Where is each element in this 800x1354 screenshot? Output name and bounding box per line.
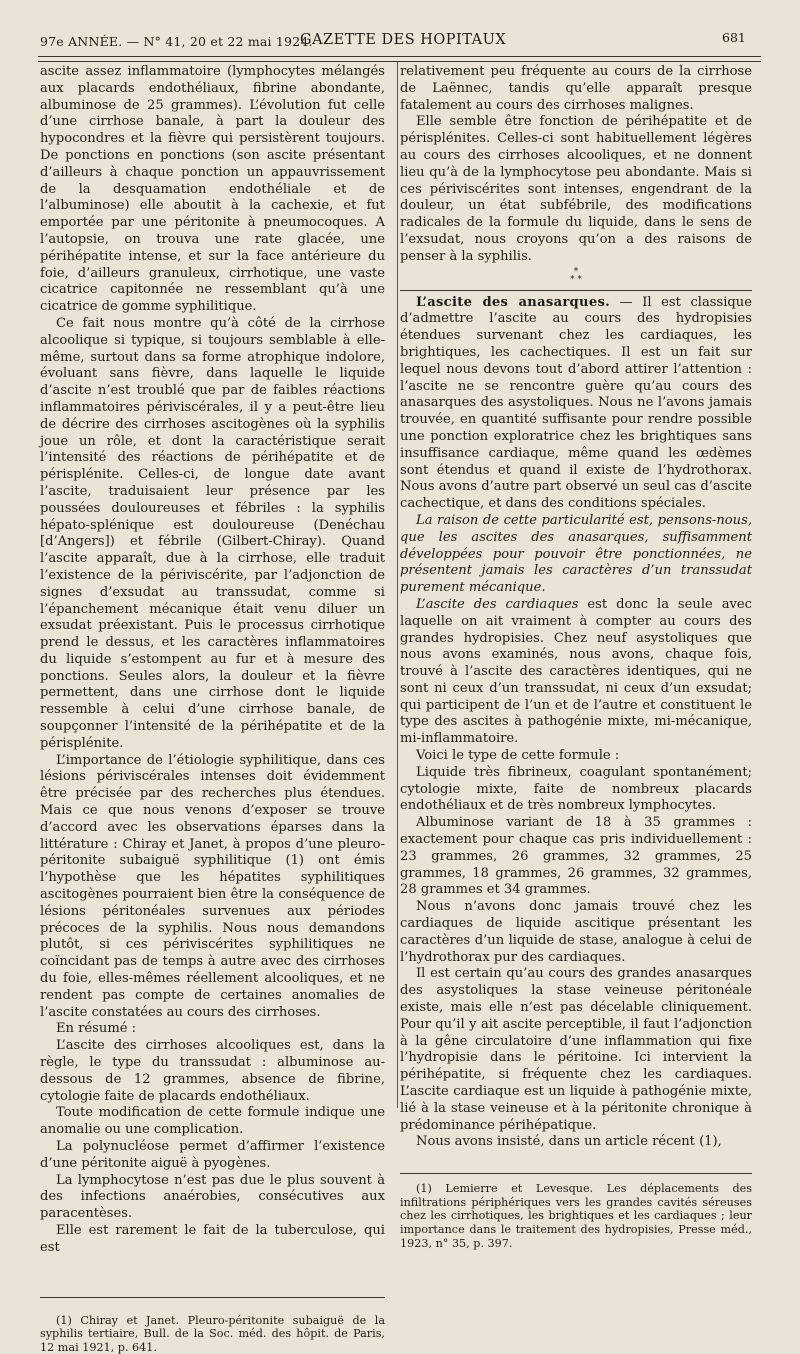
section-rule (400, 290, 752, 291)
paragraph: L’ascite des cirrhoses alcooliques est, dans la règle, le type du transsudat : albuminose au-dessous de 12 grammes, absence de fibrine, cytologie faite de placards endothéliaux. (40, 1038, 385, 1104)
paragraph: La lymphocytose n’est pas due le plus souvent à des infections anaérobies, consécutives aux paracentèses. (40, 1172, 385, 1222)
paragraph: Nous n’avons donc jamais trouvé chez les cardiaques de liquide ascitique présentant les caractères d’un liquide de stase, analogue à celui de l’hydrothorax pur des cardiaques. (400, 899, 752, 965)
journal-title: GAZETTE DES HOPITAUX (300, 32, 507, 48)
footnote-rule (40, 1297, 385, 1298)
page-number: 681 (722, 30, 746, 45)
footnote: (1) Chiray et Janet. Pleuro-péritonite subaiguë de la syphilis tertiaire, Bull. de la Soc. méd. des hôpit. de Paris, 12 mai 1921, p. 641. (40, 1313, 385, 1354)
section-intro: — Il est classique d’admettre l’ascite au cours des hydropisies étendues survenant chez les cardiaques, les brightiques, les cachectiques. Il est un fait sur lequel nous devons tout d’abord attirer l’attention : l’ascite ne se rencontre guère qu’au cours des anasarques des asystoliques. Nous ne l’avons jamais trouvée, en quantité suffisante pour rendre possible une ponction exploratrice chez les brightiques sans insuffisance cardiaque, même quand les œdèmes sont étendus et quand il existe de l’hydrothorax. Nous avons d’autre part observé un seul cas d’ascite cachectique, et dans des conditions spéciales. (400, 294, 752, 512)
section-title: L’ascite des anasarques. (416, 294, 610, 310)
paragraph: Il est certain qu’au cours des grandes anasarques des asystoliques la stase veineuse péritonéale existe, mais elle n’est pas décelable cliniquement. Pour qu’il y ait ascite perceptible, il faut l’adjonction à la gêne circulatoire d’une inflammation qui fixe l’hydropisie dans le péritoine. Ici intervient la périhépatite, si fréquente chez les cardiaques. L’ascite cardiaque est un liquide à pathogénie mixte, lié à la stase veineuse et à la péritonite chronique à prédominance périhépatique. (400, 966, 752, 1133)
paragraph: Albuminose variant de 18 à 35 grammes : exactement pour chaque cas pris individuellement : 23 grammes, 26 grammes, 32 grammes, 25 grammes, 18 grammes, 26 grammes, 32 grammes, 28 grammes et 34 grammes. (400, 815, 752, 898)
italic-paragraph: La raison de cette particularité est, pensons-nous, que les ascites des anasarques, suffisamment développées pour pouvoir être ponctionnées, ne présentent jamais les caractères d’un transsudat purement mécanique. (400, 512, 752, 596)
paragraph: L’ascite des cardiaques est donc la seule avec laquelle on ait vraiment à compter au cours des grandes hydropisies. Chez neuf asystoliques que nous avons examinés, nous avons, chaque fois, trouvé à l’ascite des caractères identiques, qui ne sont ni ceux d’un transsudat, ni ceux d’un exsudat; qui participent de l’un et de l’autre et constituent le type des ascites à pathogénie mixte, mi-mécanique, mi-inflammatoire. (400, 596, 752, 747)
header-rule (38, 56, 761, 57)
column-divider (397, 62, 398, 1108)
right-column (400, 64, 752, 1250)
paragraph: Nous avons insisté, dans un article récent (1), (416, 1134, 722, 1150)
paragraph: ascite assez inflammatoire (lymphocytes mélangés aux placards endothéliaux, fibrine abondante, albuminose de 25 grammes). L’évolution fut celle d’une cirrhose banale, à part la douleur des hypocondres et la fièvre qui persistèrent toujours. De ponctions en ponctions (son ascite présentant d’ailleurs à chaque ponction un appauvrissement de la desquamation endothéliale et de l’albuminose) elle aboutit à la cachexie, et fut emportée par une péritonite à pneumocoques. A l’autopsie, on trouva une rate glacée, une périhépatite intense, et sur la face antérieure du foie, d’ailleurs granuleux, cirrhotique, une vaste cicatrice capitonnée ne ressemblant qu’à une cicatrice de gomme syphilitique. (40, 64, 385, 315)
paragraph: L’importance de l’étiologie syphilitique, dans ces lésions périviscérales intenses doit évidemment être précisée par des recherches plus étendues. Mais ce que nous venons d’exposer se trouve d’accord avec les observations éparses dans la littérature : Chiray et Janet, à propos d’une pleuro-péritonite subaiguë syphilitique (1) ont émis l’hypothèse que les hépatites syphilitiques ascitogènes pourraient bien être la conséquence de lésions péritonéales survenues aux périodes précoces de la syphilis. Nous nous demandons plutôt, si ces périviscérites syphilitiques ne coïncidant pas de temps à autre avec des cirrhoses du foie, elles-mêmes réellement alcooliques, et ne rendent pas compte de certaines anomalies de l’ascite constatées au cours des cirrhoses. (40, 752, 385, 1020)
paragraph: Elle est rarement le fait de la tuberculose, qui est (40, 1222, 385, 1255)
left-column (40, 64, 385, 1354)
paragraph: La polynucléose permet d’affirmer l’existence d’une péritonite aiguë à pyogènes. (40, 1139, 385, 1171)
paragraph: relativement peu fréquente au cours de la cirrhose de Laënnec, tandis qu’elle apparaît presque fatalement au cours des cirrhoses malignes. (400, 64, 752, 113)
header-rule-lower (38, 61, 761, 62)
paragraph: Liquide très fibrineux, coagulant spontanément; cytologie mixte, faite de nombreux placards endothéliaux et de très nombreux lymphocytes. (400, 764, 752, 814)
paragraph: Ce fait nous montre qu’à côté de la cirrhose alcoolique si typique, si toujours semblable à elle-même, surtout dans sa forme atrophique indolore, évoluant sans fièvre, dans laquelle le liquide d’ascite n’est troublé que par de faibles réactions inflammatoires périviscérales, il y a peut-être lieu de décrire des cirrhoses ascitogènes où la syphilis joue un rôle, et dont la caractéristique serait l’intensité des réactions de périhépatite et de périsplénite. Celles-ci, de longue date avant l’ascite, traduisaient leur présence par les poussées douloureuses et fébriles : la syphilis hépato-splénique est douloureuse (Denéchau [d’Angers]) et fébrile (Gilbert-Chiray). Quand l’ascite apparaît, due à la cirrhose, elle traduit l’existence de la périviscérite, par l’adjonction de signes d’exsudat au transsudat, comme si l’épanchement mécanique était venu diluer un exsudat préexistant. Puis le processus cirrhotique prend le dessus, et les caractères inflammatoires du liquide s’estompent au fur et à mesure des ponctions. Seules alors, la douleur et la fièvre permettent, dans une cirrhose dont le liquide ressemble à celui d’une cirrhose banale, de soupçonner l’intensité de la périhépatite et de la périsplénite. (40, 315, 385, 751)
paragraph: Voici le type de cette formule : (416, 748, 620, 764)
section-separator-stars: * * * (570, 266, 582, 285)
paragraph: Elle semble être fonction de périhépatite et de périsplénites. Celles-ci sont habituellement légères au cours des cirrhoses alcooliques, et ne donnent lieu qu’à de la lymphocytose peu abondante. Mais si ces périviscérites sont intenses, engendrant de la douleur, un état subfébrile, des modifications radicales de la formule du liquide, dans le sens de l’exsudat, nous croyons qu’on a des raisons de penser à la syphilis. (400, 114, 752, 264)
header-issue-info: 97e ANNÉE. — N° 41, 20 et 22 mai 1924. (40, 34, 313, 49)
footnote: (1) Lemierre et Levesque. Les déplacements des infiltrations périphériques vers les grandes cavités séreuses chez les cirrhotiques, les brightiques et les cardiaques ; leur importance dans le traitement des hydropisies, Presse méd., 1923, n° 35, p. 397. (400, 1182, 752, 1250)
section-paragraph (400, 295, 752, 513)
footnote-rule (400, 1173, 752, 1174)
paragraph: Toute modification de cette formule indique une anomalie ou une complication. (40, 1105, 385, 1138)
paragraph: En résumé : (56, 1021, 137, 1037)
italic-lead: L’ascite des cardiaques (416, 596, 579, 612)
